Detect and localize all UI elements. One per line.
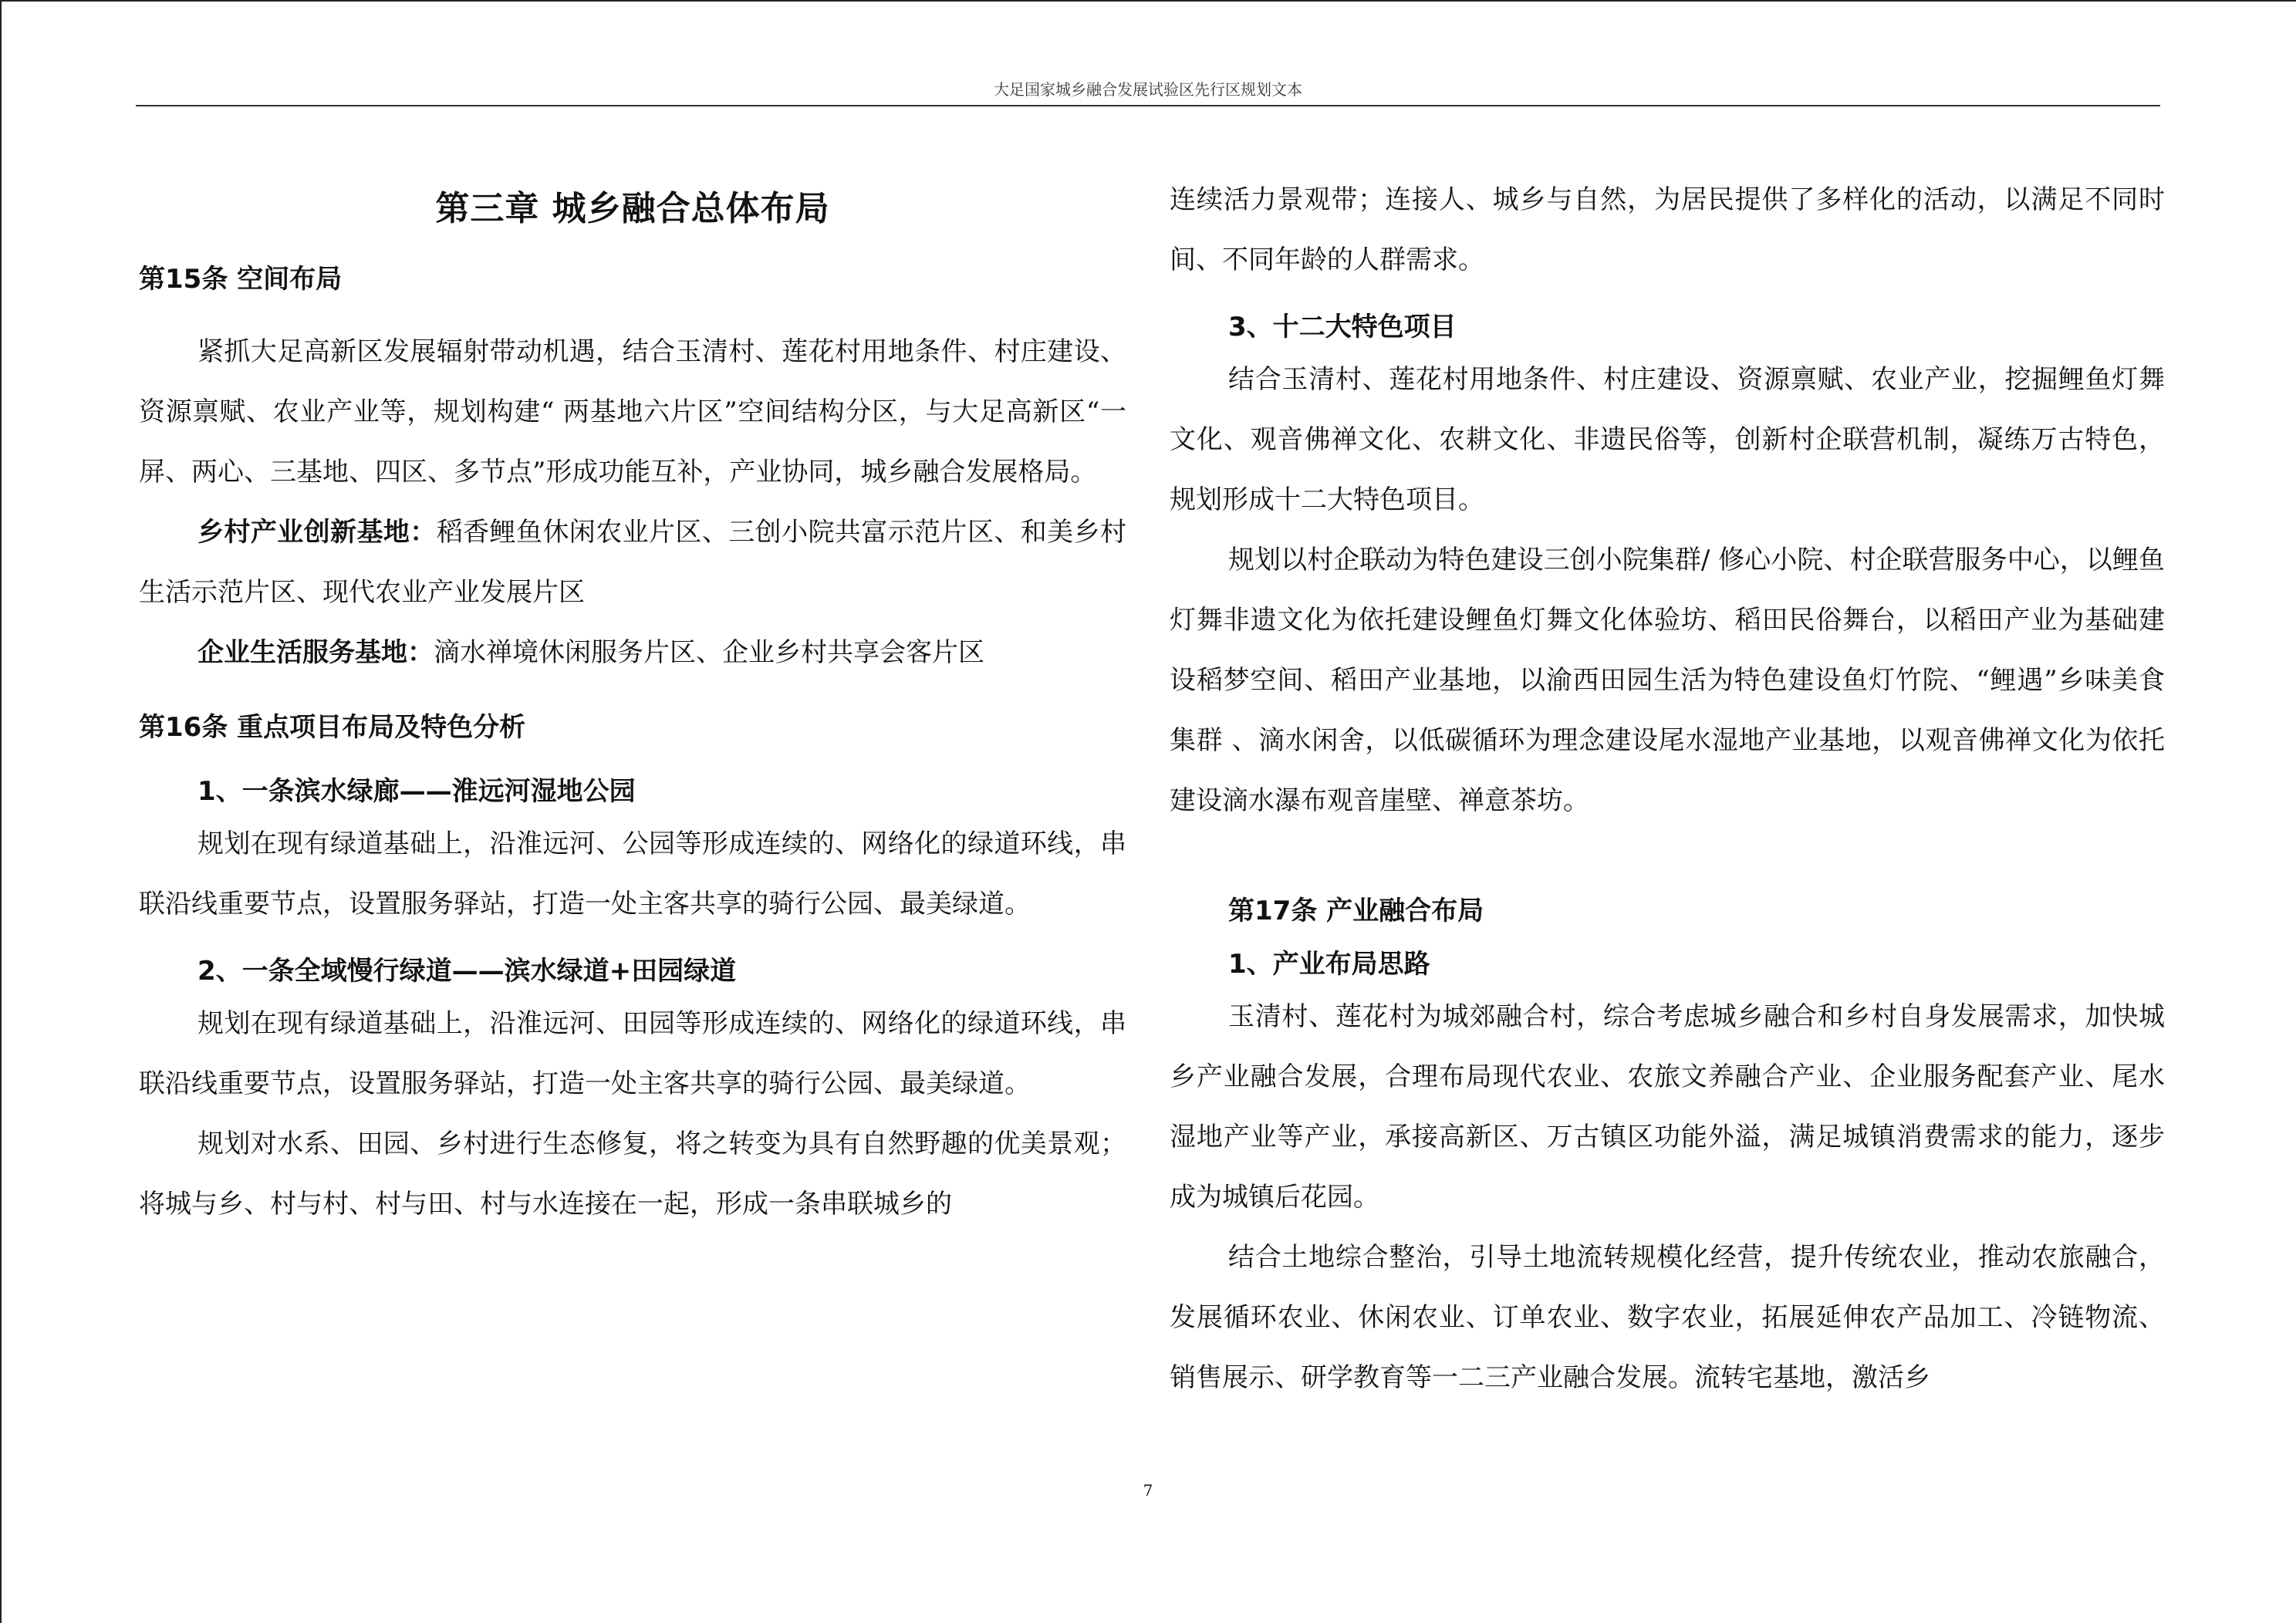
- page-number: 7: [1143, 1481, 1153, 1500]
- spacer: [1170, 831, 2165, 874]
- rural-base-label: 乡村产业创新基地：: [198, 517, 437, 548]
- section-1-paragraph: 规划在现有绿道基础上，沿淮远河、公园等形成连续的、网络化的绿道环线，串联沿线重要节点，设置服务驿站，打造一处主客共享的骑行公园、最美绿道。: [139, 828, 1126, 919]
- left-column: [139, 170, 1126, 1234]
- section-2-paragraph-1: 规划在现有绿道基础上，沿淮远河、田园等形成连续的、网络化的绿道环线，串联沿线重要节点，设置服务驿站，打造一处主客共享的骑行公园、最美绿道。: [139, 1008, 1126, 1099]
- article-17-paragraph-2: 结合土地综合整治，引导土地流转规模化经营，提升传统农业，推动农旅融合，发展循环农业、休闲农业、订单农业、数字农业，拓展延伸农产品加工、冷链物流、销售展示、研学教育等一二三产业融合发展。流转宅基地，激活乡: [1170, 1242, 2165, 1393]
- article-15-paragraph-1: 紧抓大足高新区发展辐射带动机遇，结合玉清村、莲花村用地条件、村庄建设、资源禀赋、农业产业等，规划构建“ 两基地六片区”空间结构分区，与大足高新区“一屏、两心、三基地、四区、多节点”形成功能互补，产业协同，城乡融合发展格局。: [139, 336, 1126, 488]
- right-column: [1170, 170, 2165, 1408]
- article-17-title: 第17条 产业融合布局: [1228, 896, 1484, 926]
- page-border-top: [0, 0, 2296, 2]
- header-rule: [136, 105, 2160, 106]
- running-header: 大足国家城乡融合发展试验区先行区规划文本: [994, 80, 1302, 99]
- article-15-paragraph-3: [139, 623, 1126, 683]
- continued-paragraph: 连续活力景观带；连接人、城乡与自然，为居民提供了多样化的活动，以满足不同时间、不同年龄的人群需求。: [1170, 184, 2165, 275]
- section-2-heading: 2、一条全域慢行绿道——滨水绿道+田园绿道: [198, 956, 737, 987]
- article-15-paragraph-2: [139, 502, 1126, 623]
- article-17-paragraph-1: 玉清村、莲花村为城郊融合村，综合考虑城乡融合和乡村自身发展需求，加快城乡产业融合发展，合理布局现代农业、农旅文养融合产业、企业服务配套产业、尾水湿地产业等产业，承接高新区、万古镇区功能外溢，满足城镇消费需求的能力，逐步成为城镇后花园。: [1170, 1001, 2165, 1213]
- section-3-heading: 3、十二大特色项目: [1228, 312, 1457, 342]
- rural-base-text: 稻香鲤鱼休闲农业片区、三创小院共富示范片区、和美乡村生活示范片区、现代农业产业发展片区: [139, 517, 1127, 608]
- enterprise-base-text: 滴水禅境休闲服务片区、企业乡村共享会客片区: [434, 637, 984, 668]
- page-border-left: [0, 0, 2, 1623]
- section-3-paragraph-2: 规划以村企联动为特色建设三创小院集群/ 修心小院、村企联营服务中心，以鲤鱼灯舞非遗文化为依托建设鲤鱼灯舞文化体验坊、稻田民俗舞台，以稻田产业为基础建设稻梦空间、稻田产业基地，以渝西田园生活为特色建设鱼灯竹院、“鲤遇”乡味美食集群 、滴水闲舍，以低碳循环为理念建设尾水湿地产业基地，以观音佛禅文化为依托建设滴水瀑布观音崖壁、禅意茶坊。: [1170, 545, 2165, 816]
- article-17-section-1-heading: 1、产业布局思路: [1228, 949, 1430, 980]
- section-2-paragraph-2: 规划对水系、田园、乡村进行生态修复，将之转变为具有自然野趣的优美景观；将城与乡、村与村、村与田、村与水连接在一起，形成一条串联城乡的: [139, 1129, 1126, 1220]
- section-3-paragraph-1: 结合玉清村、莲花村用地条件、村庄建设、资源禀赋、农业产业，挖掘鲤鱼灯舞文化、观音佛禅文化、农耕文化、非遗民俗等，创新村企联营机制，凝练万古特色，规划形成十二大特色项目。: [1170, 364, 2165, 515]
- enterprise-base-label: 企业生活服务基地：: [198, 637, 434, 668]
- chapter-title: 第三章 城乡融合总体布局: [435, 189, 830, 228]
- section-1-heading: 1、一条滨水绿廊——淮远河湿地公园: [198, 776, 636, 807]
- article-15-title: 第15条 空间布局: [139, 264, 343, 295]
- article-16-title: 第16条 重点项目布局及特色分析: [139, 712, 526, 743]
